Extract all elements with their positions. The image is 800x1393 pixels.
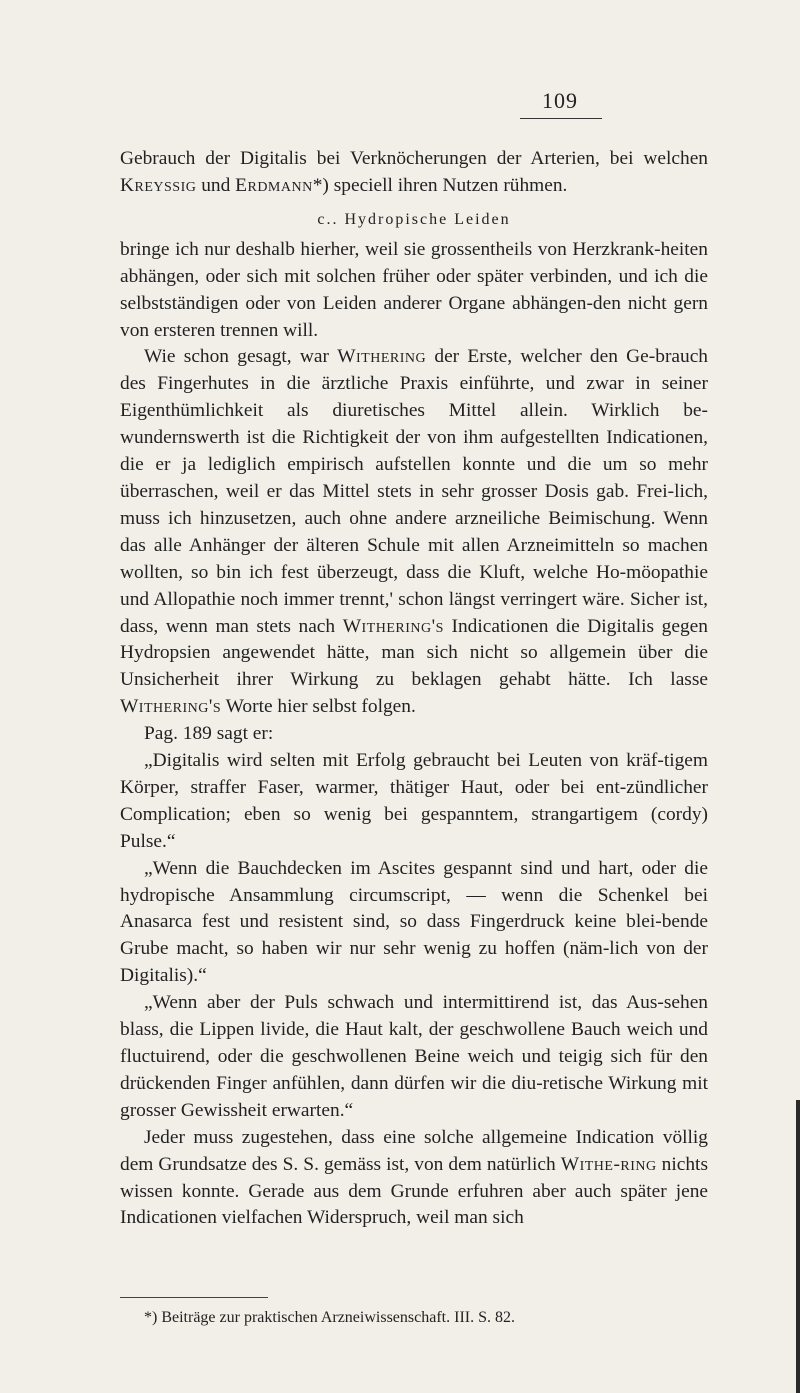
page-edge-shadow (796, 1100, 800, 1393)
paragraph: bringe ich nur deshalb hierher, weil sie grossentheils von Herzkrank-heiten abhängen, oder sich mit solchen früher oder später verbinden, und ich die selbstständigen oder von Leiden anderer Organe abhängen-den nicht gern von ersteren trennen will. (120, 238, 708, 341)
paragraph-intro (120, 146, 708, 200)
quote-paragraph: „Digitalis wird selten mit Erfolg gebraucht bei Leuten von kräf-tigem Körper, straffer Faser, warmer, thätiger Haut, oder bei ent-zündlicher Complication; eben so wenig bei gespanntem, strangartigem (cordy) Pulse.“ (120, 750, 708, 852)
text-run: der Erste, welcher den Ge-brauch des Fingerhutes in die ärztliche Praxis einführte, und zwar in seiner Eigenthümlichkeit als diuretisches Mittel allein. Wirklich be-wundernswerth ist die Richtigkeit der von ihm aufgestellten Indicationen, die er ja lediglich empirisch aufstellen konnte und die um so mehr überraschen, weil er das Mittel stets in sehr grosser Dosis gab. Frei-lich, muss ich hinzusetzen, auch ohne andere arzneiliche Beimischung. Wenn das alle Anhänger der älteren Schule mit allen Arzneimitteln so machen wollten, so bin ich fest überzeugt, dass die Kluft, welche Ho-möopathie und Allopathie noch immer trennt,' schon längst verringert wäre. Sicher ist, dass, wenn man stets nach (120, 346, 708, 637)
text-run: Gebrauch der Digitalis bei Verknöcherungen der Arterien, bei welchen (120, 148, 708, 169)
paragraph (120, 1125, 708, 1233)
page-number: 109 (542, 88, 578, 113)
paragraph (120, 344, 708, 721)
text-run: Worte hier selbst folgen. (221, 696, 416, 718)
paragraph: Pag. 189 sagt er: (144, 723, 274, 745)
author-name: Withering's (120, 696, 222, 718)
text-run: und (196, 174, 236, 196)
quote-paragraph: „Wenn die Bauchdecken im Ascites gespannt sind und hart, oder die hydropische Ansammlung circumscript, — wenn die Schenkel bei Anasarca fest und resistent sind, so dass Fingerdruck keine blei-bende Grube macht, so haben wir nur sehr wenig zu hoffen (näm-lich von der Digitalis).“ (120, 857, 708, 987)
text-run: Wie schon gesagt, war (144, 346, 338, 368)
author-name: Withering (337, 346, 427, 368)
author-name: Withe-ring (560, 1153, 657, 1175)
text-run: Indicationen die Digitalis gegen Hydropsien angewendet hätte, man sich nicht so allgemein über die Unsicherheit ihrer Wirkung zu beklagen gehabt hätte. Ich lasse (120, 615, 708, 691)
text-run: nichts wissen konnte. Gerade aus dem Grunde erfuhren aber auch später jene Indicationen vielfachen Widerspruch, weil man sich (120, 1153, 708, 1229)
page-number-rule (520, 118, 602, 119)
text-run: Jeder muss zugestehen, dass eine solche allgemeine Indication völlig dem Grundsatze des S. S. gemäss ist, von dem natürlich (120, 1126, 708, 1175)
quote-paragraph: „Wenn aber der Puls schwach und intermittirend ist, das Aus-sehen blass, die Lippen livide, die Haut kalt, der geschwollene Bauch weich und fluctuirend, oder die geschwollenen Beine weich und teigig sich für den drückenden Finger anfühlen, dann dürfen wir die diu-retische Wirkung mit grosser Gewissheit erwarten.“ (120, 992, 708, 1121)
author-name: Erdmann (235, 174, 313, 196)
footnote: *) Beiträge zur praktischen Arzneiwissenschaft. III. S. 82. (144, 1309, 515, 1326)
author-name: Kreyssig (120, 174, 197, 196)
footnote-rule (120, 1297, 268, 1298)
body-text (120, 146, 708, 1232)
author-name: Withering's (342, 615, 444, 637)
section-heading: c.. Hydropische Leiden (317, 210, 511, 228)
text-run: *) speciell ihren Nutzen rühmen. (312, 174, 568, 196)
